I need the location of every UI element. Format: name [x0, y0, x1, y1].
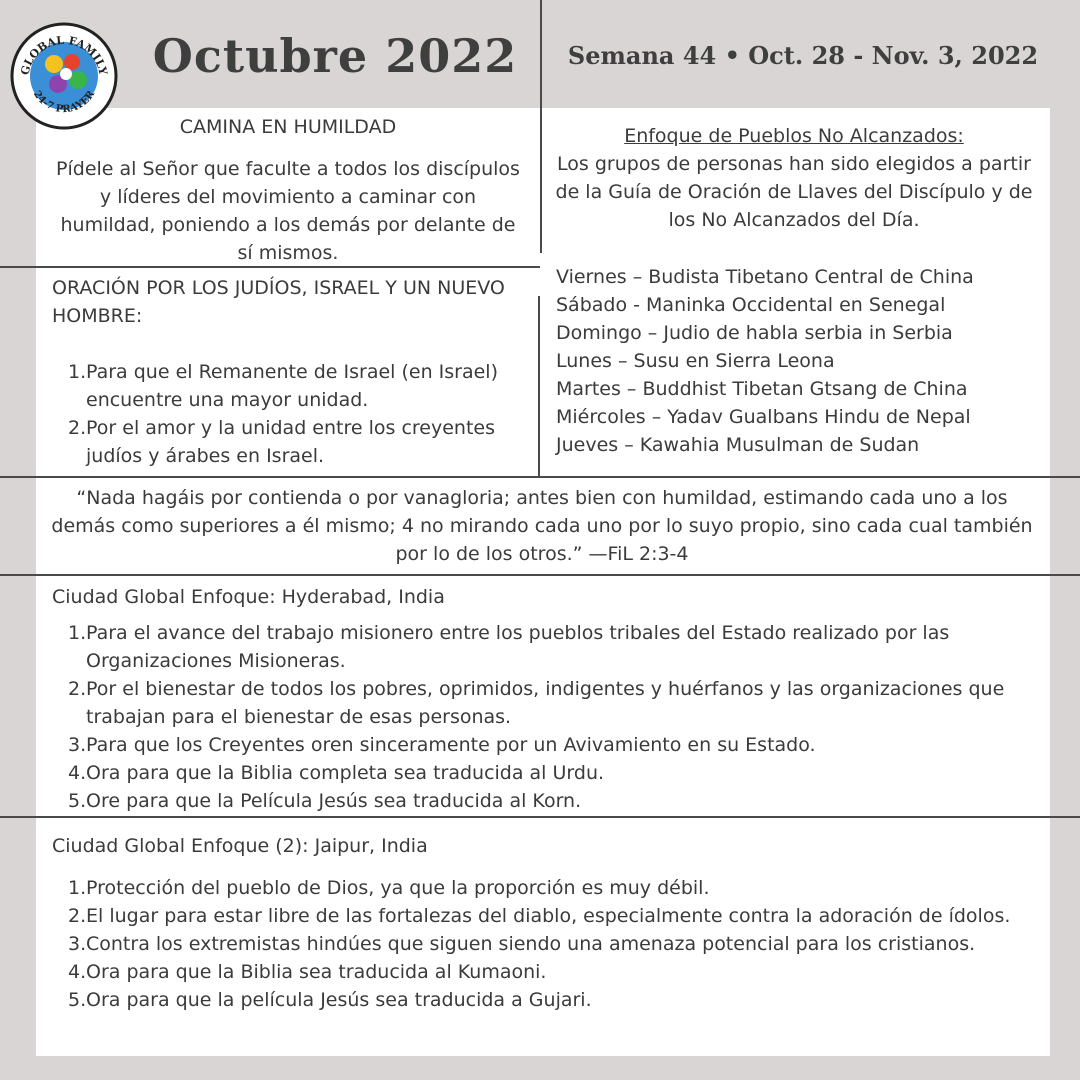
- item-number: 5.: [68, 989, 87, 1011]
- item-text: Para que el Remanente de Israel (en Israel) encuentre una mayor unidad.: [86, 361, 498, 411]
- city2-list: [52, 874, 1042, 1014]
- item-number: 3.: [68, 933, 87, 955]
- humility-body: Pídele al Señor que faculte a todos los discípulos y líderes del movimiento a caminar con humildad, poniendo a los demás por delante de sí mismos.: [56, 158, 520, 264]
- item-number: 1.: [68, 361, 87, 383]
- item-text: Ora para que la película Jesús sea traducida a Gujari.: [86, 989, 592, 1011]
- list-item: [52, 787, 1042, 815]
- divider-israel-days: [538, 296, 540, 476]
- item-text: Ora para que la Biblia sea traducida al Kumaoni.: [86, 961, 547, 983]
- item-text: Contra los extremistas hindúes que siguen siendo una amenaza potencial para los cristianos.: [86, 933, 976, 955]
- item-number: 4.: [68, 961, 87, 983]
- list-item: [52, 619, 1042, 675]
- day-wednesday: Miércoles – Yadav Gualbans Hindu de Nepal: [556, 406, 971, 428]
- israel-list: [52, 358, 526, 470]
- day-sunday: Domingo – Judio de habla serbia in Serbia: [556, 322, 953, 344]
- item-text: Para el avance del trabajo misionero entre los pueblos tribales del Estado realizado por las Organizaciones Misioneras.: [86, 622, 950, 672]
- israel-title: ORACIÓN POR LOS JUDÍOS, ISRAEL Y UN NUEVO HOMBRE:: [52, 277, 505, 327]
- item-number: 2.: [68, 417, 87, 439]
- item-number: 4.: [68, 762, 87, 784]
- list-item: [52, 414, 526, 470]
- bible-verse: “Nada hagáis por contienda o por vanagloria; antes bien con humildad, estimando cada uno a los demás como superiores a él mismo; 4 no mirando cada uno por lo suyo propio, sino cada cual también por lo de los otros.” —FiL 2:3-4: [51, 487, 1033, 565]
- item-number: 1.: [68, 622, 87, 644]
- city1-title: Ciudad Global Enfoque: Hyderabad, India: [52, 586, 445, 608]
- week-range: Semana 44 • Oct. 28 - Nov. 3, 2022: [567, 41, 1039, 70]
- list-item: [52, 986, 1042, 1014]
- divider-city: [0, 816, 1080, 818]
- item-text: Ora para que la Biblia completa sea traducida al Urdu.: [86, 762, 605, 784]
- divider-verse-bottom: [0, 574, 1080, 576]
- item-number: 5.: [68, 790, 87, 812]
- item-text: Ore para que la Película Jesús sea traducida al Korn.: [86, 790, 582, 812]
- list-item: [52, 675, 1042, 731]
- day-tuesday: Martes – Buddhist Tibetan Gtsang de China: [556, 378, 968, 400]
- day-saturday: Sábado - Maninka Occidental en Senegal: [556, 294, 946, 316]
- day-monday: Lunes – Susu en Sierra Leona: [556, 350, 835, 372]
- month-title: Octubre 2022: [152, 29, 518, 83]
- item-text: Protección del pueblo de Dios, ya que la proporción es muy débil.: [86, 877, 710, 899]
- svg-text:GLOBAL FAMILY: GLOBAL FAMILY: [18, 33, 110, 77]
- item-text: Por el amor y la unidad entre los creyentes judíos y árabes en Israel.: [86, 417, 495, 467]
- city1-list: [52, 619, 1042, 815]
- list-item: [52, 358, 526, 414]
- list-item: [52, 874, 1042, 902]
- unreached-body: Los grupos de personas han sido elegidos a partir de la Guía de Oración de Llaves del Discípulo y de los No Alcanzados del Día.: [555, 153, 1033, 231]
- day-friday: Viernes – Budista Tibetano Central de China: [556, 266, 974, 288]
- list-item: [52, 902, 1042, 930]
- city2-title: Ciudad Global Enfoque (2): Jaipur, India: [52, 835, 428, 857]
- unreached-title: Enfoque de Pueblos No Alcanzados:: [624, 125, 964, 147]
- item-text: Para que los Creyentes oren sinceramente por un Avivamiento en su Estado.: [86, 734, 816, 756]
- unreached-days-list: [556, 263, 1056, 459]
- list-item: [52, 759, 1042, 787]
- list-item: [52, 930, 1042, 958]
- item-text: Por el bienestar de todos los pobres, oprimidos, indigentes y huérfanos y las organizaciones que trabajan para el bienestar de esas personas.: [86, 678, 1005, 728]
- list-item: [52, 731, 1042, 759]
- item-number: 2.: [68, 678, 87, 700]
- item-number: 1.: [68, 877, 87, 899]
- item-number: 3.: [68, 734, 87, 756]
- list-item: [52, 958, 1042, 986]
- item-text: El lugar para estar libre de las fortalezas del diablo, especialmente contra la adoración de ídolos.: [86, 905, 1011, 927]
- item-number: 2.: [68, 905, 87, 927]
- day-thursday: Jueves – Kawahia Musulman de Sudan: [556, 434, 920, 456]
- divider-verse-top: [0, 476, 1080, 478]
- svg-text:24-7 PRAYER: 24-7 PRAYER: [30, 88, 98, 116]
- humility-title: CAMINA EN HUMILDAD: [179, 116, 397, 138]
- header-divider: [540, 0, 542, 253]
